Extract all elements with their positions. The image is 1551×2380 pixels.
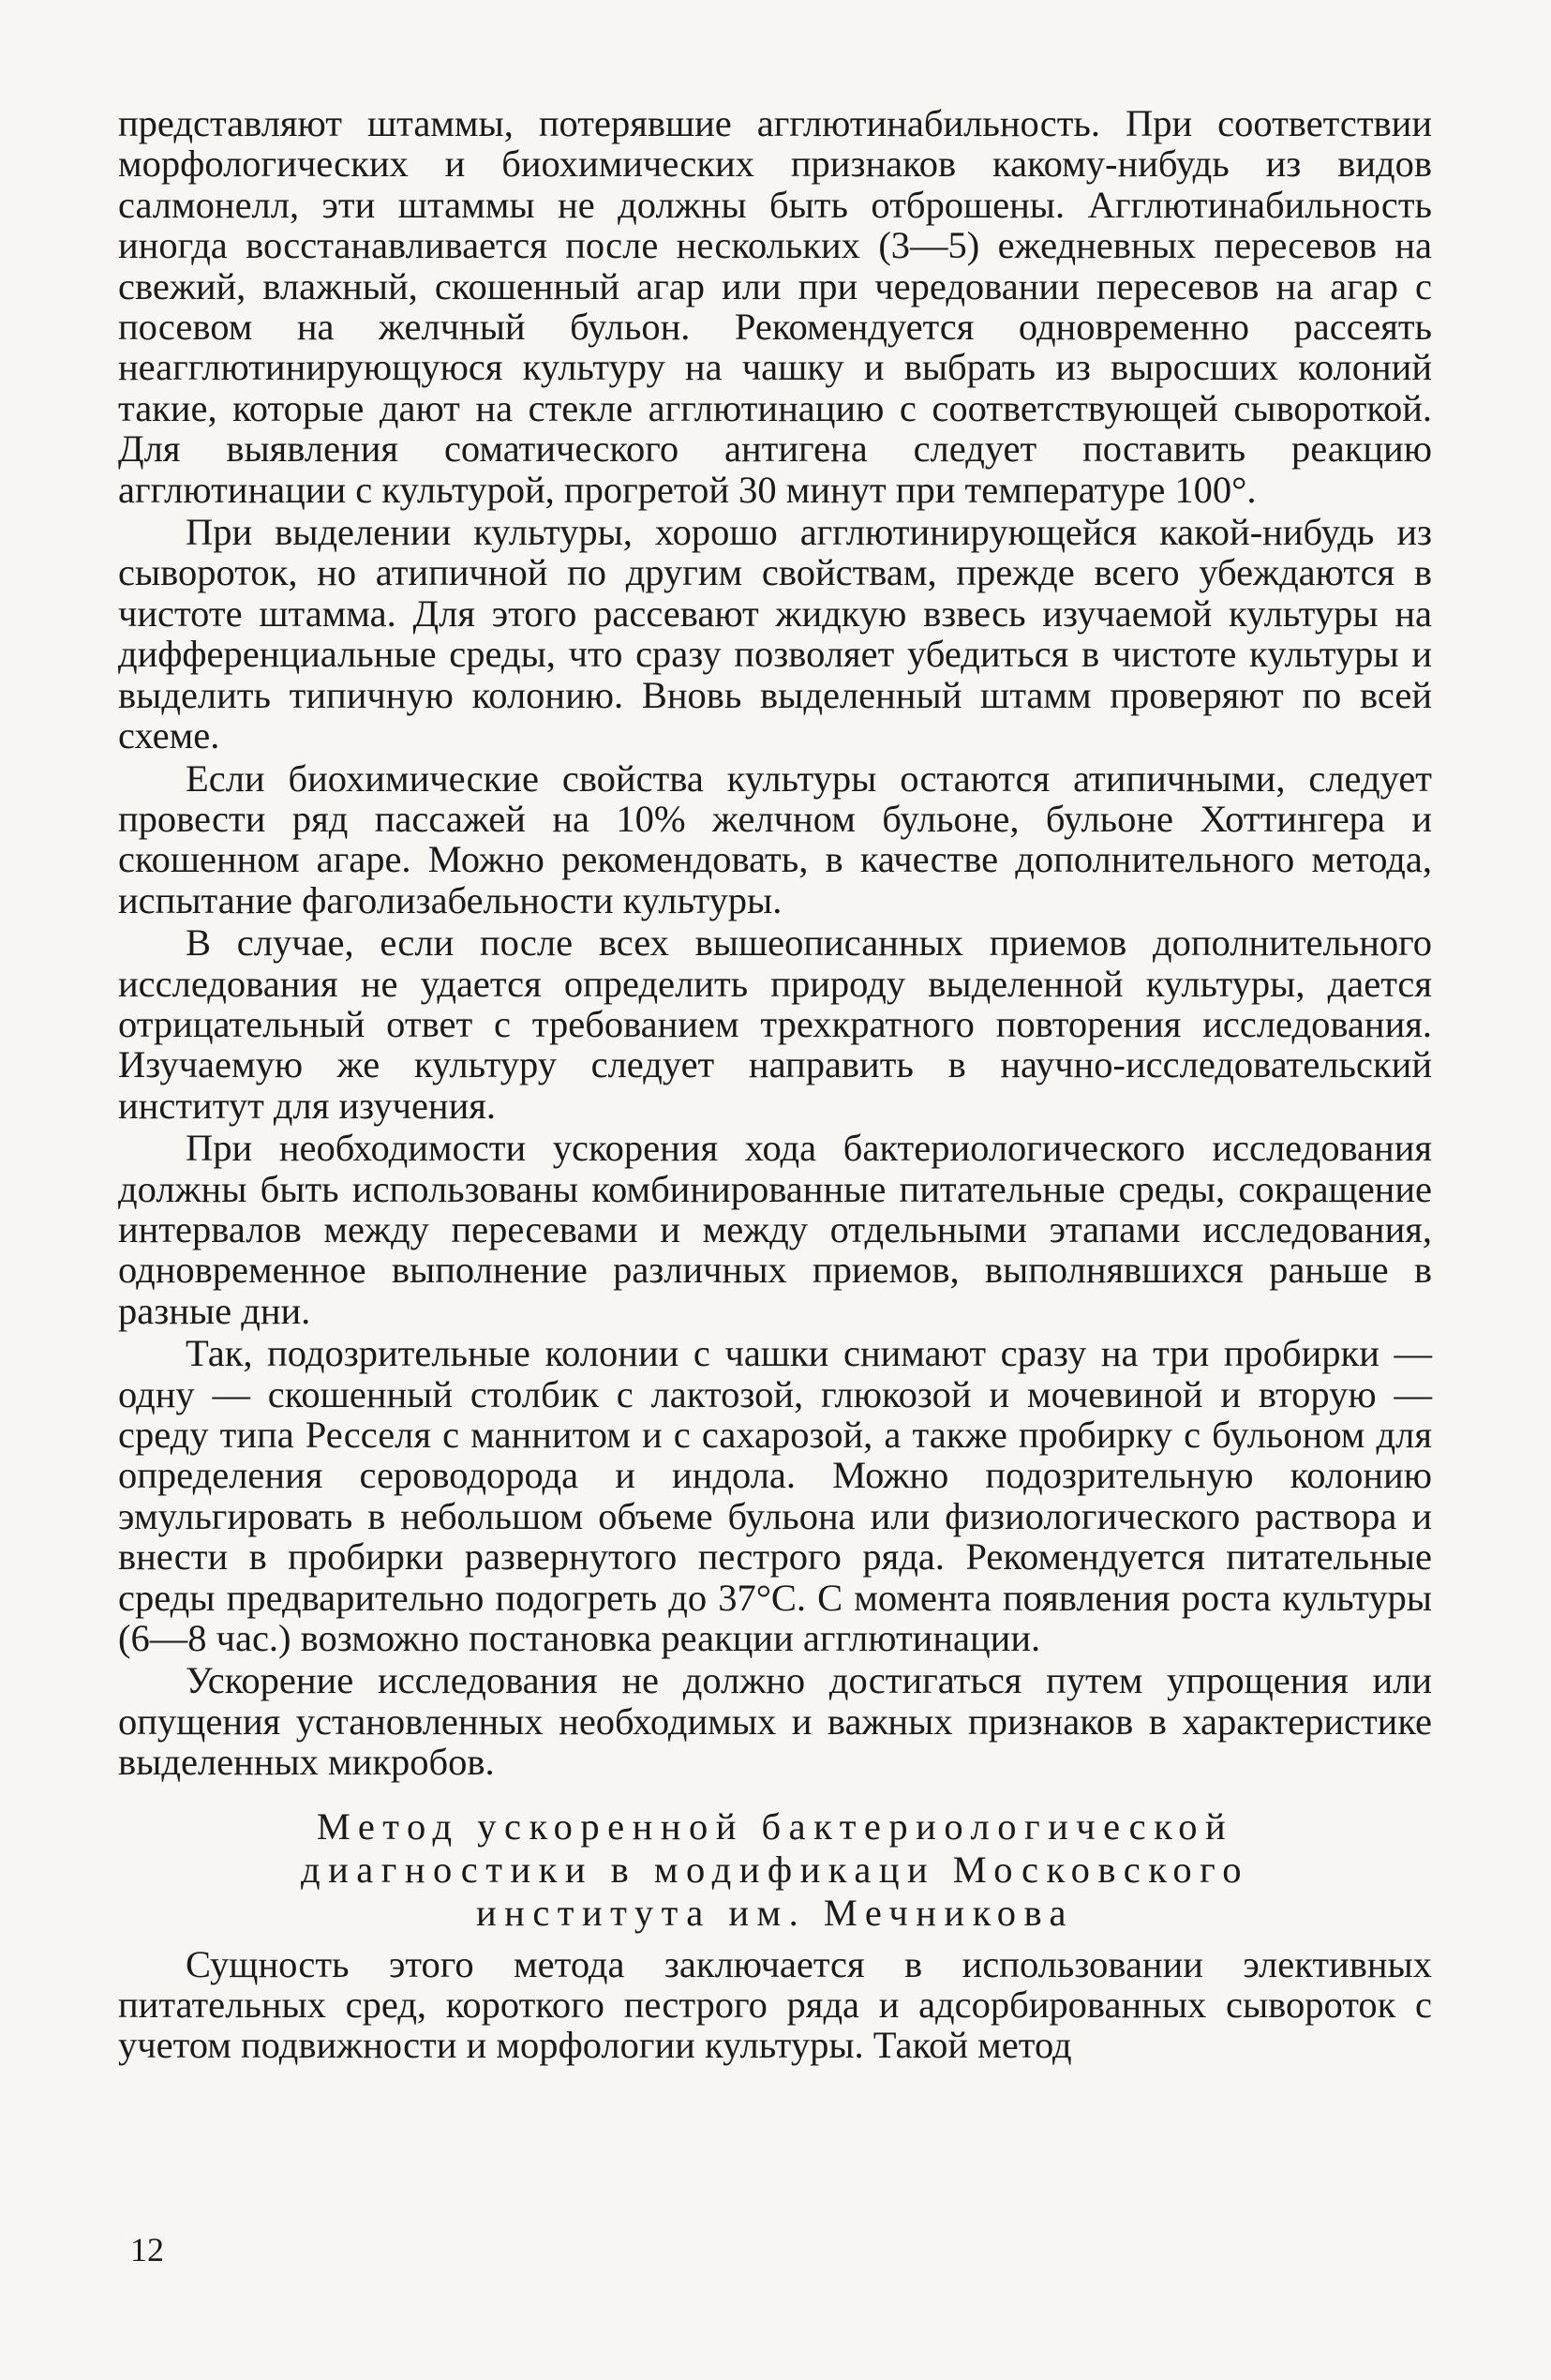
paragraph: При выделении культуры, хорошо агглютинирующейся какой-нибудь из сывороток, но атипичной по другим свойствам, прежде всего убеждаются в чистоте штамма. Для этого рассевают жидкую взвесь изучаемой культуры на дифференциальные среды, что сразу позволяет убедиться в чистоте культуры и выделить типичную колонию. Вновь выделенный штамм проверяют по всей схеме. — [118, 511, 1432, 757]
section-heading-line: Метод ускоренной бактериологической — [316, 1804, 1234, 1848]
main-text — [118, 103, 1432, 2066]
paragraph: Сущность этого метода заключается в использовании элективных питательных сред, короткого пестрого ряда и адсорбированных сывороток с учетом подвижности и морфологии культуры. Такой метод — [118, 1942, 1432, 2067]
paragraph: В случае, если после всех вышеописанных приемов дополнительного исследования не удается определить природу выделенной культуры, дается отрицательный ответ с требованием трехкратного повторения исследования. Изучаемую же культуру следует направить в научно-исследовательский институт для изучения. — [118, 921, 1432, 1127]
section-heading-line: института им. Мечникова — [475, 1891, 1075, 1934]
paragraph: При необходимости ускорения хода бактериологического исследования должны быть использованы комбинированные питательные среды, сокращение интервалов между пересевами и между отдельными этапами исследования, одновременное выполнение различных приемов, выполнявшихся раньше в разные дни. — [118, 1127, 1432, 1332]
section-heading — [118, 1805, 1432, 1935]
page-number: 12 — [130, 2231, 164, 2268]
paragraph-continued: представляют штаммы, потерявшие агглютинабильность. При соответствии морфологических и биохимических признаков какому-нибудь из видов салмонелл, эти штаммы не должны быть отброшены. Агглютинабильность иногда восстанавливается после нескольких (3—5) ежедневных пересевов на свежий, влажный, скошенный агар или при чередовании пересевов на агар с посевом на желчный бульон. Рекомендуется одновременно рассеять неагглютинирующуюся культуру на чашку и выбрать из выросших колоний такие, которые дают на стекле агглютинацию с соответствующей сывороткой. Для выявления соматического антигена следует поставить реакцию агглютинации с культурой, прогретой 30 минут при температуре 100°. — [118, 102, 1432, 511]
paragraph: Ускорение исследования не должно достигаться путем упрощения или опущения установленных необходимых и важных признаков в характеристике выделенных микробов. — [118, 1659, 1432, 1784]
section-heading-line: диагностики в модификаци Московского — [301, 1848, 1249, 1891]
paragraph: Так, подозрительные колонии с чашки снимают сразу на три пробирки — одну — скошенный столбик с лактозой, глюкозой и мочевиной и вторую — среду типа Ресселя с маннитом и с сахарозой, а также пробирку с бульоном для определения сероводорода и индола. Можно подозрительную колонию эмульгировать в небольшом объеме бульона или физиологического раствора и внести в пробирки развернутого пестрого ряда. Рекомендуется питательные среды предварительно подогреть до 37°С. С момента появления роста культуры (6—8 час.) возможно постановка реакции агглютинации. — [118, 1332, 1432, 1660]
paragraph: Если биохимические свойства культуры остаются атипичными, следует провести ряд пассажей на 10% желчном бульоне, бульоне Хоттингера и скошенном агаре. Можно рекомендовать, в качестве дополнительного метода, испытание фаголизабельности культуры. — [118, 756, 1432, 921]
